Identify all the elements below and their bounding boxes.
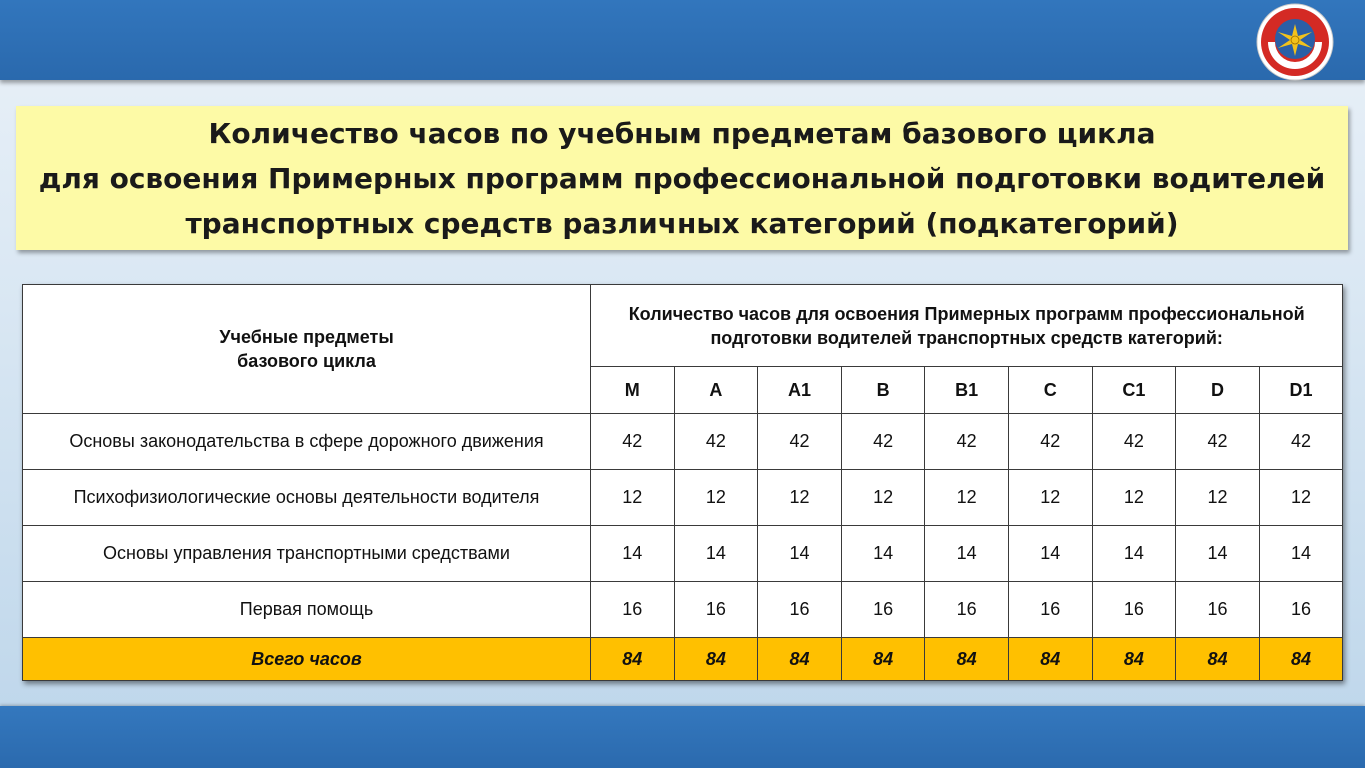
hours-cell: 12 (925, 470, 1009, 526)
hours-cell: 42 (925, 414, 1009, 470)
category-header: A1 (758, 367, 842, 414)
hours-cell: 16 (1176, 582, 1260, 638)
subject-cell: Основы управления транспортными средствами (23, 526, 591, 582)
category-header: C (1008, 367, 1092, 414)
table-row (23, 526, 1343, 582)
title-line-2: для освоения Примерных программ профессиональной подготовки водителей (38, 161, 1326, 195)
category-header: A (674, 367, 758, 414)
hours-cell: 42 (674, 414, 758, 470)
hours-cell: 16 (1008, 582, 1092, 638)
title-banner (16, 106, 1348, 250)
hours-cell: 16 (925, 582, 1009, 638)
hours-cell: 12 (1092, 470, 1176, 526)
hours-cell: 14 (1008, 526, 1092, 582)
category-header: M (591, 367, 675, 414)
total-row (23, 638, 1343, 681)
total-cell: 84 (1008, 638, 1092, 681)
total-cell: 84 (841, 638, 925, 681)
hours-cell: 42 (1176, 414, 1260, 470)
hours-cell: 14 (841, 526, 925, 582)
hours-cell: 14 (674, 526, 758, 582)
hours-cell: 16 (1259, 582, 1343, 638)
hours-cell: 12 (1259, 470, 1343, 526)
total-cell: 84 (591, 638, 675, 681)
bottom-banner (0, 706, 1365, 768)
hours-cell: 12 (591, 470, 675, 526)
title-line-1: Количество часов по учебным предметам базового цикла (208, 116, 1156, 150)
total-cell: 84 (674, 638, 758, 681)
hours-table (22, 284, 1343, 681)
category-header: D (1176, 367, 1260, 414)
category-header: B (841, 367, 925, 414)
hours-column-header: Количество часов для освоения Примерных программ профессиональной подготовки водителей транспортных средств категорий: (591, 285, 1343, 367)
hours-cell: 42 (758, 414, 842, 470)
top-banner (0, 0, 1365, 80)
total-label: Всего часов (23, 638, 591, 681)
category-header: D1 (1259, 367, 1343, 414)
hours-cell: 12 (1008, 470, 1092, 526)
subject-cell: Психофизиологические основы деятельности водителя (23, 470, 591, 526)
hours-cell: 12 (1176, 470, 1260, 526)
total-cell: 84 (1259, 638, 1343, 681)
table-row (23, 470, 1343, 526)
hours-cell: 12 (674, 470, 758, 526)
category-header: C1 (1092, 367, 1176, 414)
hours-cell: 42 (1008, 414, 1092, 470)
category-header: B1 (925, 367, 1009, 414)
subject-cell: Основы законодательства в сфере дорожного движения (23, 414, 591, 470)
hours-cell: 16 (841, 582, 925, 638)
hours-cell: 14 (1176, 526, 1260, 582)
title-line-3: транспортных средств различных категорий (подкатегорий) (185, 206, 1179, 240)
hours-cell: 16 (758, 582, 842, 638)
hours-cell: 16 (674, 582, 758, 638)
hours-cell: 14 (1092, 526, 1176, 582)
hours-cell: 14 (1259, 526, 1343, 582)
hours-cell: 42 (841, 414, 925, 470)
hours-cell: 14 (591, 526, 675, 582)
hours-cell: 16 (591, 582, 675, 638)
hours-cell: 14 (758, 526, 842, 582)
hours-cell: 16 (1092, 582, 1176, 638)
hours-cell: 12 (841, 470, 925, 526)
total-cell: 84 (1092, 638, 1176, 681)
hours-cell: 14 (925, 526, 1009, 582)
table-row (23, 582, 1343, 638)
total-cell: 84 (925, 638, 1009, 681)
hours-cell: 42 (1259, 414, 1343, 470)
hours-cell: 12 (758, 470, 842, 526)
subject-cell: Первая помощь (23, 582, 591, 638)
subject-column-header: Учебные предметы базового цикла (23, 285, 591, 414)
total-cell: 84 (758, 638, 842, 681)
hours-cell: 42 (1092, 414, 1176, 470)
table-row (23, 414, 1343, 470)
total-cell: 84 (1176, 638, 1260, 681)
hours-cell: 42 (591, 414, 675, 470)
dosaaf-emblem-icon (1254, 2, 1336, 82)
